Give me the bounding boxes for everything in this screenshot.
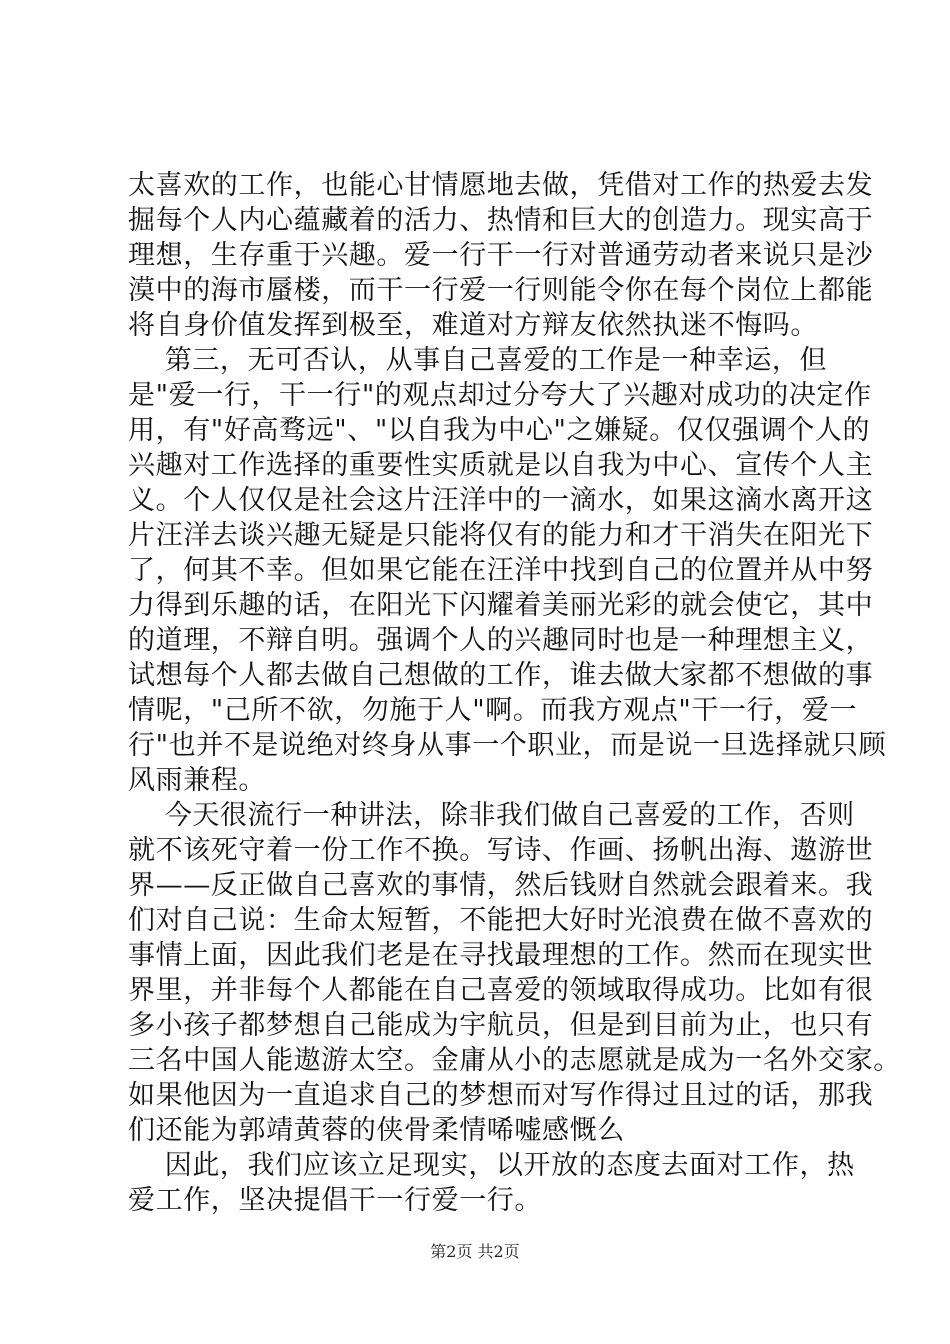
text-line: 片汪洋去谈兴趣无疑是只能将仅有的能力和才干消失在阳光下 — [128, 520, 874, 551]
text-line: 力得到乐趣的话，在阳光下闪耀着美丽光彩的就会使它，其中 — [128, 590, 874, 621]
text-line: 因此，我们应该立足现实，以开放的态度去面对工作，热 — [128, 1150, 855, 1181]
text-line: 兴趣对工作选择的重要性实质就是以自我为中心、宣传个人主 — [128, 450, 874, 481]
text-line: 掘每个人内心蕴藏着的活力、热情和巨大的创造力。现实高于 — [128, 205, 874, 236]
text-line: 漠中的海市蜃楼，而干一行爱一行则能令你在每个岗位上都能 — [128, 275, 874, 306]
text-line: 了，何其不幸。但如果它能在汪洋中找到自己的位置并从中努 — [128, 555, 874, 586]
text-line: 事情上面，因此我们老是在寻找最理想的工作。然而在现实世 — [128, 940, 874, 971]
text-line: 如果他因为一直追求自己的梦想而对写作得过且过的话，那我 — [128, 1080, 874, 1111]
text-line: 们还能为郭靖黄蓉的侠骨柔情唏嘘感慨么 — [128, 1115, 625, 1146]
text-line: 第三，无可否认，从事自己喜爱的工作是一种幸运，但 — [128, 345, 828, 376]
page-number-footer: 第2页 共2页 — [430, 1242, 520, 1261]
text-line: 行"也并不是说绝对终身从事一个职业，而是说一旦选择就只顾 — [128, 730, 887, 761]
text-line: 是"爱一行，干一行"的观点却过分夸大了兴趣对成功的决定作 — [128, 380, 872, 411]
text-line: 用，有"好高骛远"、"以自我为中心"之嫌疑。仅仅强调个人的 — [128, 415, 871, 446]
text-line: 多小孩子都梦想自己能成为宇航员，但是到目前为止，也只有 — [128, 1010, 874, 1041]
text-line: 将自身价值发挥到极至，难道对方辩友依然执迷不悔吗。 — [128, 310, 818, 341]
text-line: 情呢，"己所不欲，勿施于人"啊。而我方观点"干一行，爱一 — [128, 695, 858, 726]
text-line: 今天很流行一种讲法，除非我们做自己喜爱的工作，否则 — [128, 800, 855, 831]
text-line: 三名中国人能遨游太空。金庸从小的志愿就是成为一名外交家。 — [128, 1045, 901, 1076]
text-line: 试想每个人都去做自己想做的工作，谁去做大家都不想做的事 — [128, 660, 874, 691]
text-line: 爱工作，坚决提倡干一行爱一行。 — [128, 1185, 542, 1216]
text-line: 义。个人仅仅是社会这片汪洋中的一滴水，如果这滴水离开这 — [128, 485, 874, 516]
text-line: 的道理，不辩自明。强调个人的兴趣同时也是一种理想主义， — [128, 625, 874, 656]
text-line: 太喜欢的工作，也能心甘情愿地去做，凭借对工作的热爱去发 — [128, 170, 874, 201]
text-line: 界——反正做自己喜欢的事情，然后钱财自然就会跟着来。我 — [128, 870, 874, 901]
text-line: 风雨兼程。 — [128, 765, 266, 796]
text-line: 理想，生存重于兴趣。爱一行干一行对普通劳动者来说只是沙 — [128, 240, 874, 271]
text-line: 就不该死守着一份工作不换。写诗、作画、扬帆出海、遨游世 — [128, 835, 874, 866]
text-line: 界里，并非每个人都能在自己喜爱的领域取得成功。比如有很 — [128, 975, 874, 1006]
document-body — [128, 168, 901, 1218]
text-line: 们对自己说：生命太短暂，不能把大好时光浪费在做不喜欢的 — [128, 905, 874, 936]
